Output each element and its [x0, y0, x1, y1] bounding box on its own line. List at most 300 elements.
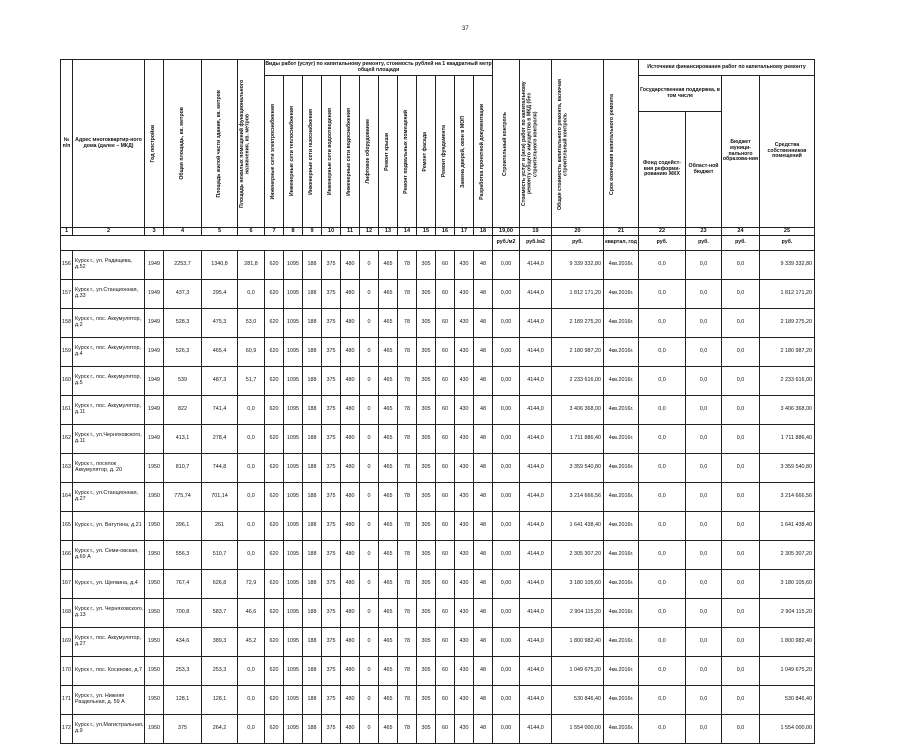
table-cell: 620	[265, 338, 284, 367]
table-cell: 264,2	[202, 715, 238, 744]
table-cell: 3 406 368,00	[760, 396, 815, 425]
table-cell: 0,0	[238, 715, 265, 744]
table-cell: 465	[379, 541, 398, 570]
table-cell: 822	[164, 396, 202, 425]
table-cell: 0	[360, 541, 379, 570]
table-cell: 163	[61, 454, 73, 483]
table-cell: 1950	[145, 686, 164, 715]
table-cell: 0,0	[722, 512, 760, 541]
table-cell: 0,0	[639, 309, 686, 338]
address-cell: Курск г., ул. Черняховского, д.13	[73, 599, 145, 628]
table-cell: 0,00	[493, 367, 520, 396]
column-number: 20	[552, 228, 604, 236]
table-cell: 620	[265, 686, 284, 715]
header-total-area: Общая площадь, кв. метров	[164, 60, 202, 228]
column-number: 3	[145, 228, 164, 236]
address-cell: Курск г., ул. Щепкина, д.4	[73, 570, 145, 599]
table-cell: 4144,0	[520, 483, 552, 512]
column-number: 2	[73, 228, 145, 236]
header-work-4: Инженерные сети водоотведения	[322, 76, 341, 228]
table-cell: 0,0	[686, 251, 722, 280]
table-cell: 4кв.2016г.	[604, 425, 639, 454]
table-cell: 78	[398, 425, 417, 454]
table-cell: 188	[303, 512, 322, 541]
table-cell: 78	[398, 251, 417, 280]
table-cell: 487,3	[202, 367, 238, 396]
table-cell: 465	[379, 454, 398, 483]
table-cell: 0	[360, 367, 379, 396]
table-row	[61, 309, 815, 338]
table-cell: 480	[341, 657, 360, 686]
table-cell: 1949	[145, 309, 164, 338]
table-cell: 375	[322, 512, 341, 541]
table-cell: 2 904 115,20	[552, 599, 604, 628]
header-state-support: Государственная поддержка, в том числе	[639, 76, 722, 112]
address-cell: Курск г., ул. Семи-овская, д.69 А	[73, 541, 145, 570]
table-row	[61, 251, 815, 280]
table-row	[61, 570, 815, 599]
unit-22: руб.	[639, 236, 686, 251]
table-cell: 60	[436, 686, 455, 715]
table-cell: 0,0	[639, 570, 686, 599]
table-cell: 4144,0	[520, 541, 552, 570]
table-cell: 60	[436, 251, 455, 280]
header-deadline: Срок окончания капитального ремонта	[604, 60, 639, 228]
table-cell: 1950	[145, 715, 164, 744]
table-cell: 620	[265, 483, 284, 512]
table-cell: 4кв.2016г.	[604, 541, 639, 570]
table-cell: 305	[417, 628, 436, 657]
table-cell: 1095	[284, 483, 303, 512]
address-cell: Курск г., поселок Аккумулятор, д. 20	[73, 454, 145, 483]
table-cell: 1095	[284, 309, 303, 338]
table-cell: 375	[322, 657, 341, 686]
table-cell: 188	[303, 396, 322, 425]
table-cell: 0	[360, 454, 379, 483]
table-cell: 78	[398, 396, 417, 425]
table-cell: 430	[455, 512, 474, 541]
table-cell: 1095	[284, 251, 303, 280]
table-cell: 0,0	[639, 367, 686, 396]
table-cell: 4кв.2016г.	[604, 251, 639, 280]
table-cell: 480	[341, 541, 360, 570]
table-cell: 0,00	[493, 251, 520, 280]
header-living-area: Площадь жилой части здания, кв. метров	[202, 60, 238, 228]
header-sources-group: Источники финансирования работ по капитальному ремонту	[639, 60, 815, 76]
table-cell: 45,2	[238, 628, 265, 657]
table-cell: 4144,0	[520, 338, 552, 367]
table-cell: 375	[322, 338, 341, 367]
table-cell: 396,1	[164, 512, 202, 541]
table-cell: 0,0	[686, 454, 722, 483]
table-cell: 0,0	[238, 686, 265, 715]
column-number: 19	[520, 228, 552, 236]
table-cell: 4144,0	[520, 599, 552, 628]
table-cell: 480	[341, 628, 360, 657]
table-cell: 0,0	[722, 599, 760, 628]
table-cell: 620	[265, 599, 284, 628]
table-cell: 430	[455, 686, 474, 715]
table-cell: 157	[61, 280, 73, 309]
header-works-group: Виды работ (услуг) по капитальному ремонту, стоимость рублей на 1 квадратный метр общей площади	[265, 60, 493, 76]
table-cell: 620	[265, 396, 284, 425]
table-cell: 480	[341, 570, 360, 599]
table-cell: 0,00	[493, 483, 520, 512]
table-cell: 48	[474, 599, 493, 628]
table-cell: 188	[303, 367, 322, 396]
address-cell: Курск г., ул.Черняховского, д.11	[73, 425, 145, 454]
column-number: 24	[722, 228, 760, 236]
table-cell: 4кв.2016г.	[604, 454, 639, 483]
table-cell: 480	[341, 425, 360, 454]
header-construction-control: Строительный контроль	[493, 60, 520, 228]
table-cell: 48	[474, 628, 493, 657]
table-cell: 162	[61, 425, 73, 454]
table-cell: 1950	[145, 512, 164, 541]
table-cell: 375	[322, 367, 341, 396]
table-cell: 4144,0	[520, 657, 552, 686]
table-cell: 0,00	[493, 454, 520, 483]
table-cell: 465	[379, 657, 398, 686]
table-cell: 3 359 540,80	[760, 454, 815, 483]
table-cell: 60	[436, 396, 455, 425]
table-cell: 60	[436, 338, 455, 367]
table-cell: 437,3	[164, 280, 202, 309]
table-cell: 389,3	[202, 628, 238, 657]
header-year: Год постройки	[145, 60, 164, 228]
table-cell: 1095	[284, 512, 303, 541]
table-cell: 305	[417, 338, 436, 367]
table-cell: 0,00	[493, 338, 520, 367]
table-cell: 60	[436, 599, 455, 628]
table-cell: 530 846,40	[760, 686, 815, 715]
table-cell: 78	[398, 570, 417, 599]
table-cell: 188	[303, 280, 322, 309]
table-cell: 0,0	[722, 280, 760, 309]
table-cell: 4кв.2016г.	[604, 599, 639, 628]
table-row	[61, 425, 815, 454]
table-cell: 465	[379, 483, 398, 512]
table-cell: 0,0	[722, 367, 760, 396]
address-cell: Курск г., пос. Аккумулятор, д.11	[73, 396, 145, 425]
table-cell: 0	[360, 715, 379, 744]
table-cell: 0	[360, 686, 379, 715]
address-cell: Курск г., ул.Магистральная, д.9	[73, 715, 145, 744]
table-cell: 0,00	[493, 657, 520, 686]
table-cell: 0,0	[639, 280, 686, 309]
table-cell: 1 711 886,40	[760, 425, 815, 454]
table-cell: 168	[61, 599, 73, 628]
header-reform-fund: Фонд содейст-вия реформи-рованию ЖКХ	[639, 112, 686, 228]
table-cell: 48	[474, 454, 493, 483]
table-cell: 78	[398, 686, 417, 715]
table-cell: 465	[379, 599, 398, 628]
table-cell: 465	[379, 715, 398, 744]
table-cell: 164	[61, 483, 73, 512]
table-cell: 48	[474, 686, 493, 715]
header-work-2: Инженерные сети теплоснабжения	[284, 76, 303, 228]
table-cell: 430	[455, 570, 474, 599]
table-cell: 48	[474, 251, 493, 280]
table-cell: 775,74	[164, 483, 202, 512]
column-number: 10	[322, 228, 341, 236]
table-cell: 480	[341, 512, 360, 541]
table-cell: 159	[61, 338, 73, 367]
table-cell: 46,6	[238, 599, 265, 628]
table-cell: 0	[360, 425, 379, 454]
table-cell: 480	[341, 483, 360, 512]
table-cell: 1950	[145, 454, 164, 483]
table-cell: 158	[61, 309, 73, 338]
table-cell: 4144,0	[520, 715, 552, 744]
table-cell: 188	[303, 338, 322, 367]
table-cell: 1950	[145, 541, 164, 570]
table-cell: 305	[417, 251, 436, 280]
table-cell: 60	[436, 715, 455, 744]
table-cell: 295,4	[202, 280, 238, 309]
table-cell: 2 233 616,00	[760, 367, 815, 396]
table-cell: 1949	[145, 396, 164, 425]
table-cell: 4144,0	[520, 570, 552, 599]
table-cell: 480	[341, 338, 360, 367]
table-cell: 480	[341, 686, 360, 715]
unit-19: руб./м2	[520, 236, 552, 251]
table-cell: 60	[436, 280, 455, 309]
table-cell: 465,4	[202, 338, 238, 367]
table-cell: 375	[322, 483, 341, 512]
table-cell: 4кв.2016г.	[604, 628, 639, 657]
table-cell: 744,8	[202, 454, 238, 483]
table-row	[61, 512, 815, 541]
table-cell: 53,0	[238, 309, 265, 338]
table-cell: 583,7	[202, 599, 238, 628]
address-cell: Курск г., пос. Аккумулятор, д.2	[73, 309, 145, 338]
table-cell: 48	[474, 367, 493, 396]
table-cell: 0,0	[639, 512, 686, 541]
table-cell: 1 711 886,40	[552, 425, 604, 454]
address-cell: Курск г., пос. Аккумулятор, д.5	[73, 367, 145, 396]
table-cell: 0	[360, 309, 379, 338]
address-cell: Курск г., ул. Нижняя Раздельная, д. 59 А	[73, 686, 145, 715]
address-cell: Курск г., пос. Аккумулятор, д.27	[73, 628, 145, 657]
table-cell: 48	[474, 425, 493, 454]
table-cell: 253,3	[164, 657, 202, 686]
address-cell: Курск г., ул.Станционная, д.27	[73, 483, 145, 512]
table-cell: 128,1	[202, 686, 238, 715]
table-cell: 465	[379, 425, 398, 454]
table-cell: 0,00	[493, 280, 520, 309]
table-cell: 78	[398, 715, 417, 744]
table-cell: 2 233 616,00	[552, 367, 604, 396]
address-cell: Курск г., пос. Аккумулятор, д.4	[73, 338, 145, 367]
table-cell: 626,8	[202, 570, 238, 599]
table-cell: 0,00	[493, 512, 520, 541]
table-cell: 60	[436, 483, 455, 512]
table-cell: 4144,0	[520, 425, 552, 454]
column-number: 17	[455, 228, 474, 236]
table-cell: 3 180 105,60	[760, 570, 815, 599]
table-cell: 305	[417, 309, 436, 338]
table-cell: 0,00	[493, 309, 520, 338]
column-number: 4	[164, 228, 202, 236]
table-cell: 1340,8	[202, 251, 238, 280]
table-cell: 188	[303, 251, 322, 280]
table-cell: 0,0	[686, 280, 722, 309]
table-cell: 465	[379, 367, 398, 396]
table-cell: 188	[303, 570, 322, 599]
table-cell: 278,4	[202, 425, 238, 454]
table-cell: 281,8	[238, 251, 265, 280]
table-cell: 0	[360, 657, 379, 686]
table-cell: 0,0	[722, 657, 760, 686]
table-cell: 375	[322, 454, 341, 483]
table-cell: 0,0	[639, 425, 686, 454]
table-cell: 4144,0	[520, 396, 552, 425]
table-cell: 465	[379, 512, 398, 541]
column-number: 14	[398, 228, 417, 236]
table-cell: 253,3	[202, 657, 238, 686]
table-cell: 0,0	[722, 454, 760, 483]
table-cell: 0,0	[639, 541, 686, 570]
table-row	[61, 599, 815, 628]
table-cell: 1095	[284, 541, 303, 570]
table-cell: 0,0	[722, 483, 760, 512]
table-cell: 9 339 332,80	[552, 251, 604, 280]
table-cell: 700,8	[164, 599, 202, 628]
table-cell: 78	[398, 483, 417, 512]
unit-21: квартал, год	[604, 236, 639, 251]
table-cell: 4144,0	[520, 454, 552, 483]
table-cell: 4кв.2016г.	[604, 280, 639, 309]
table-cell: 480	[341, 309, 360, 338]
table-cell: 2 180 987,20	[552, 338, 604, 367]
table-cell: 1095	[284, 425, 303, 454]
header-work-7: Ремонт крыши	[379, 76, 398, 228]
table-cell: 0,0	[722, 338, 760, 367]
table-cell: 4кв.2016г.	[604, 686, 639, 715]
table-cell: 475,3	[202, 309, 238, 338]
table-cell: 0,0	[238, 280, 265, 309]
table-cell: 156	[61, 251, 73, 280]
table-row	[61, 628, 815, 657]
header-work-3: Инженерные сети газоснабжения	[303, 76, 322, 228]
table-cell: 161	[61, 396, 73, 425]
header-address: Адрес многоквартир-ного дома (далее – МКД)	[73, 60, 145, 228]
table-row	[61, 657, 815, 686]
table-cell: 0,0	[722, 570, 760, 599]
table-cell: 430	[455, 541, 474, 570]
table-cell: 0	[360, 570, 379, 599]
table-row	[61, 338, 815, 367]
column-number: 12	[360, 228, 379, 236]
table-row	[61, 686, 815, 715]
column-number: 23	[686, 228, 722, 236]
table-cell: 1950	[145, 483, 164, 512]
table-cell: 261	[202, 512, 238, 541]
table-cell: 0,0	[722, 686, 760, 715]
table-cell: 4144,0	[520, 251, 552, 280]
table-cell: 375	[322, 570, 341, 599]
table-cell: 48	[474, 512, 493, 541]
table-cell: 620	[265, 367, 284, 396]
table-cell: 60	[436, 454, 455, 483]
table-cell: 0,0	[722, 715, 760, 744]
table-cell: 430	[455, 367, 474, 396]
table-cell: 465	[379, 686, 398, 715]
table-cell: 0,0	[686, 396, 722, 425]
column-number: 21	[604, 228, 639, 236]
table-cell: 0	[360, 599, 379, 628]
header-municipal-budget: Бюджет муници-пального образова-ния	[722, 76, 760, 228]
column-number: 22	[639, 228, 686, 236]
table-row	[61, 454, 815, 483]
table-cell: 78	[398, 309, 417, 338]
table-cell: 48	[474, 570, 493, 599]
table-cell: 2 904 115,20	[760, 599, 815, 628]
table-cell: 0,0	[686, 512, 722, 541]
table-cell: 539	[164, 367, 202, 396]
table-row	[61, 367, 815, 396]
table-cell: 620	[265, 425, 284, 454]
table-cell: 3 214 666,56	[760, 483, 815, 512]
table-cell: 465	[379, 251, 398, 280]
table-cell: 510,7	[202, 541, 238, 570]
table-cell: 78	[398, 280, 417, 309]
unit-23: руб.	[686, 236, 722, 251]
table-cell: 188	[303, 628, 322, 657]
table-cell: 60	[436, 657, 455, 686]
table-cell: 60	[436, 541, 455, 570]
column-number-row	[61, 228, 815, 236]
table-cell: 0,0	[686, 657, 722, 686]
table-cell: 0,0	[639, 715, 686, 744]
table-cell: 4кв.2016г.	[604, 338, 639, 367]
table-cell: 0,0	[238, 396, 265, 425]
table-cell: 166	[61, 541, 73, 570]
table-cell: 4кв.2016г.	[604, 309, 639, 338]
table-cell: 430	[455, 715, 474, 744]
table-cell: 430	[455, 280, 474, 309]
table-cell: 0,0	[639, 454, 686, 483]
column-number: 25	[760, 228, 815, 236]
table-cell: 0,0	[639, 338, 686, 367]
table-cell: 430	[455, 599, 474, 628]
table-cell: 0,0	[686, 628, 722, 657]
table-cell: 1095	[284, 570, 303, 599]
unit-25: руб.	[760, 236, 815, 251]
table-cell: 188	[303, 657, 322, 686]
table-cell: 305	[417, 280, 436, 309]
table-cell: 4144,0	[520, 280, 552, 309]
table-cell: 526,3	[164, 338, 202, 367]
table-cell: 0,0	[686, 715, 722, 744]
table-cell: 1949	[145, 251, 164, 280]
table-cell: 430	[455, 483, 474, 512]
table-cell: 48	[474, 541, 493, 570]
table-cell: 1 641 438,40	[760, 512, 815, 541]
table-cell: 305	[417, 454, 436, 483]
table-cell: 78	[398, 367, 417, 396]
table-cell: 0,0	[639, 686, 686, 715]
table-cell: 0	[360, 338, 379, 367]
header-nonliving-area: Площадь нежилых помещений функционального назначения, кв. метров	[238, 60, 265, 228]
column-number: 5	[202, 228, 238, 236]
table-cell: 0,00	[493, 425, 520, 454]
header-work-11: Замена дверей, окон в МОП	[455, 76, 474, 228]
column-number: 18	[474, 228, 493, 236]
table-cell: 1095	[284, 280, 303, 309]
table-cell: 188	[303, 715, 322, 744]
